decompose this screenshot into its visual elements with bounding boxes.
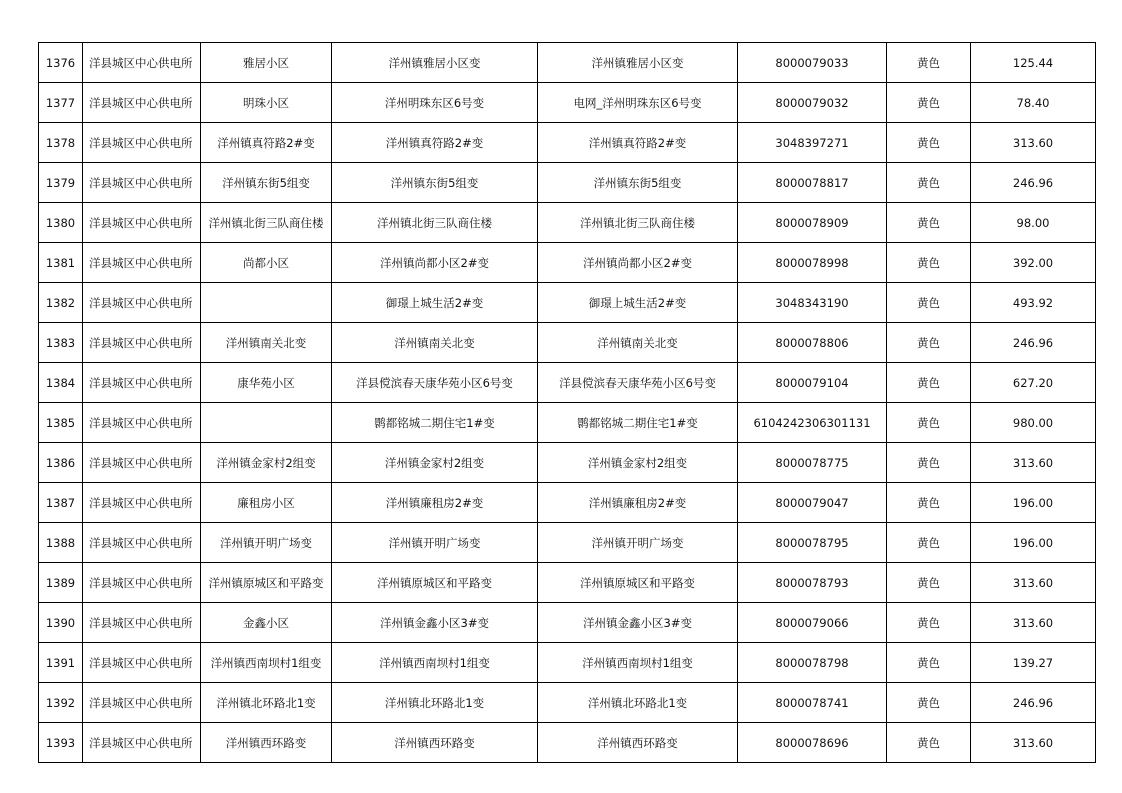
transformer-cell: 洋州镇真符路2#变 — [332, 123, 538, 163]
line-cell: 洋县傥滨春天康华苑小区6号变 — [538, 363, 738, 403]
amount-cell: 246.96 — [971, 323, 1096, 363]
area-cell: 洋州镇真符路2#变 — [201, 123, 332, 163]
color-cell: 黄色 — [887, 43, 971, 83]
amount-cell: 125.44 — [971, 43, 1096, 83]
row-number-cell: 1377 — [39, 83, 83, 123]
transformer-cell: 洋州镇北街三队商住楼 — [332, 203, 538, 243]
unit-cell: 洋县城区中心供电所 — [83, 603, 201, 643]
account-cell: 8000079047 — [738, 483, 887, 523]
color-cell: 黄色 — [887, 683, 971, 723]
table-row — [39, 483, 1096, 523]
row-number-cell: 1387 — [39, 483, 83, 523]
table-row — [39, 683, 1096, 723]
area-cell: 洋州镇开明广场变 — [201, 523, 332, 563]
account-cell: 8000078909 — [738, 203, 887, 243]
unit-cell: 洋县城区中心供电所 — [83, 523, 201, 563]
unit-cell: 洋县城区中心供电所 — [83, 203, 201, 243]
area-cell: 洋州镇南关北变 — [201, 323, 332, 363]
amount-cell: 392.00 — [971, 243, 1096, 283]
transformer-cell: 洋州镇东街5组变 — [332, 163, 538, 203]
transformer-cell: 洋州镇廉租房2#变 — [332, 483, 538, 523]
account-cell: 3048343190 — [738, 283, 887, 323]
unit-cell: 洋县城区中心供电所 — [83, 243, 201, 283]
color-cell: 黄色 — [887, 163, 971, 203]
amount-cell: 313.60 — [971, 123, 1096, 163]
table-row — [39, 363, 1096, 403]
line-cell: 洋州镇金鑫小区3#变 — [538, 603, 738, 643]
unit-cell: 洋县城区中心供电所 — [83, 483, 201, 523]
line-cell: 洋州镇原城区和平路变 — [538, 563, 738, 603]
line-cell: 洋州镇金家村2组变 — [538, 443, 738, 483]
unit-cell: 洋县城区中心供电所 — [83, 363, 201, 403]
amount-cell: 98.00 — [971, 203, 1096, 243]
table-row — [39, 563, 1096, 603]
area-cell: 洋州镇西南坝村1组变 — [201, 643, 332, 683]
unit-cell: 洋县城区中心供电所 — [83, 323, 201, 363]
color-cell: 黄色 — [887, 363, 971, 403]
table-row — [39, 723, 1096, 763]
transformer-cell: 洋州镇南关北变 — [332, 323, 538, 363]
color-cell: 黄色 — [887, 643, 971, 683]
account-cell: 3048397271 — [738, 123, 887, 163]
area-cell: 洋州镇东街5组变 — [201, 163, 332, 203]
area-cell: 康华苑小区 — [201, 363, 332, 403]
row-number-cell: 1386 — [39, 443, 83, 483]
unit-cell: 洋县城区中心供电所 — [83, 83, 201, 123]
transformer-cell: 洋州镇原城区和平路变 — [332, 563, 538, 603]
unit-cell: 洋县城区中心供电所 — [83, 123, 201, 163]
table-row — [39, 163, 1096, 203]
amount-cell: 246.96 — [971, 683, 1096, 723]
data-table — [38, 42, 1096, 763]
table-row — [39, 83, 1096, 123]
row-number-cell: 1378 — [39, 123, 83, 163]
account-cell: 8000078696 — [738, 723, 887, 763]
amount-cell: 196.00 — [971, 483, 1096, 523]
amount-cell: 196.00 — [971, 523, 1096, 563]
row-number-cell: 1379 — [39, 163, 83, 203]
row-number-cell: 1385 — [39, 403, 83, 443]
unit-cell: 洋县城区中心供电所 — [83, 683, 201, 723]
line-cell: 洋州镇尚都小区2#变 — [538, 243, 738, 283]
account-cell: 8000078793 — [738, 563, 887, 603]
account-cell: 8000079032 — [738, 83, 887, 123]
line-cell: 洋州镇雅居小区变 — [538, 43, 738, 83]
area-cell: 洋州镇原城区和平路变 — [201, 563, 332, 603]
table-row — [39, 283, 1096, 323]
line-cell: 电网_洋州明珠东区6号变 — [538, 83, 738, 123]
amount-cell: 246.96 — [971, 163, 1096, 203]
account-cell: 6104242306301131 — [738, 403, 887, 443]
table-body — [39, 43, 1096, 763]
line-cell: 洋州镇东街5组变 — [538, 163, 738, 203]
unit-cell: 洋县城区中心供电所 — [83, 643, 201, 683]
color-cell: 黄色 — [887, 443, 971, 483]
row-number-cell: 1381 — [39, 243, 83, 283]
color-cell: 黄色 — [887, 323, 971, 363]
row-number-cell: 1393 — [39, 723, 83, 763]
color-cell: 黄色 — [887, 243, 971, 283]
amount-cell: 493.92 — [971, 283, 1096, 323]
line-cell: 洋州镇开明广场变 — [538, 523, 738, 563]
color-cell: 黄色 — [887, 403, 971, 443]
account-cell: 8000078798 — [738, 643, 887, 683]
area-cell: 洋州镇金家村2组变 — [201, 443, 332, 483]
area-cell: 雅居小区 — [201, 43, 332, 83]
transformer-cell: 洋县傥滨春天康华苑小区6号变 — [332, 363, 538, 403]
transformer-cell: 洋州镇西环路变 — [332, 723, 538, 763]
row-number-cell: 1383 — [39, 323, 83, 363]
area-cell: 廉租房小区 — [201, 483, 332, 523]
row-number-cell: 1382 — [39, 283, 83, 323]
row-number-cell: 1376 — [39, 43, 83, 83]
row-number-cell: 1390 — [39, 603, 83, 643]
color-cell: 黄色 — [887, 123, 971, 163]
transformer-cell: 洋州镇雅居小区变 — [332, 43, 538, 83]
line-cell: 鹮都铭城二期住宅1#变 — [538, 403, 738, 443]
account-cell: 8000078817 — [738, 163, 887, 203]
area-cell — [201, 283, 332, 323]
row-number-cell: 1384 — [39, 363, 83, 403]
account-cell: 8000078806 — [738, 323, 887, 363]
table-row — [39, 603, 1096, 643]
transformer-cell: 洋州明珠东区6号变 — [332, 83, 538, 123]
row-number-cell: 1388 — [39, 523, 83, 563]
unit-cell: 洋县城区中心供电所 — [83, 563, 201, 603]
account-cell: 8000079066 — [738, 603, 887, 643]
color-cell: 黄色 — [887, 523, 971, 563]
account-cell: 8000078775 — [738, 443, 887, 483]
area-cell: 洋州镇北街三队商住楼 — [201, 203, 332, 243]
line-cell: 洋州镇西环路变 — [538, 723, 738, 763]
area-cell: 洋州镇北环路北1变 — [201, 683, 332, 723]
transformer-cell: 洋州镇金鑫小区3#变 — [332, 603, 538, 643]
unit-cell: 洋县城区中心供电所 — [83, 283, 201, 323]
table-row — [39, 203, 1096, 243]
row-number-cell: 1391 — [39, 643, 83, 683]
table-row — [39, 243, 1096, 283]
unit-cell: 洋县城区中心供电所 — [83, 163, 201, 203]
table-row — [39, 403, 1096, 443]
table-row — [39, 123, 1096, 163]
row-number-cell: 1389 — [39, 563, 83, 603]
area-cell: 洋州镇西环路变 — [201, 723, 332, 763]
line-cell: 洋州镇北街三队商住楼 — [538, 203, 738, 243]
table-row — [39, 523, 1096, 563]
account-cell: 8000078741 — [738, 683, 887, 723]
area-cell — [201, 403, 332, 443]
unit-cell: 洋县城区中心供电所 — [83, 443, 201, 483]
amount-cell: 313.60 — [971, 723, 1096, 763]
table-row — [39, 43, 1096, 83]
account-cell: 8000079033 — [738, 43, 887, 83]
transformer-cell: 洋州镇尚都小区2#变 — [332, 243, 538, 283]
account-cell: 8000078795 — [738, 523, 887, 563]
color-cell: 黄色 — [887, 283, 971, 323]
transformer-cell: 洋州镇金家村2组变 — [332, 443, 538, 483]
transformer-cell: 洋州镇西南坝村1组变 — [332, 643, 538, 683]
unit-cell: 洋县城区中心供电所 — [83, 43, 201, 83]
line-cell: 洋州镇西南坝村1组变 — [538, 643, 738, 683]
amount-cell: 313.60 — [971, 563, 1096, 603]
account-cell: 8000078998 — [738, 243, 887, 283]
color-cell: 黄色 — [887, 563, 971, 603]
line-cell: 洋州镇南关北变 — [538, 323, 738, 363]
area-cell: 尚都小区 — [201, 243, 332, 283]
line-cell: 洋州镇真符路2#变 — [538, 123, 738, 163]
color-cell: 黄色 — [887, 83, 971, 123]
unit-cell: 洋县城区中心供电所 — [83, 723, 201, 763]
color-cell: 黄色 — [887, 483, 971, 523]
transformer-cell: 洋州镇开明广场变 — [332, 523, 538, 563]
line-cell: 洋州镇北环路北1变 — [538, 683, 738, 723]
amount-cell: 980.00 — [971, 403, 1096, 443]
row-number-cell: 1380 — [39, 203, 83, 243]
line-cell: 御璟上城生活2#变 — [538, 283, 738, 323]
transformer-cell: 御璟上城生活2#变 — [332, 283, 538, 323]
amount-cell: 313.60 — [971, 443, 1096, 483]
amount-cell: 78.40 — [971, 83, 1096, 123]
table-row — [39, 643, 1096, 683]
area-cell: 金鑫小区 — [201, 603, 332, 643]
line-cell: 洋州镇廉租房2#变 — [538, 483, 738, 523]
transformer-cell: 洋州镇北环路北1变 — [332, 683, 538, 723]
color-cell: 黄色 — [887, 603, 971, 643]
area-cell: 明珠小区 — [201, 83, 332, 123]
table-row — [39, 443, 1096, 483]
table-row — [39, 323, 1096, 363]
amount-cell: 139.27 — [971, 643, 1096, 683]
amount-cell: 627.20 — [971, 363, 1096, 403]
unit-cell: 洋县城区中心供电所 — [83, 403, 201, 443]
amount-cell: 313.60 — [971, 603, 1096, 643]
color-cell: 黄色 — [887, 723, 971, 763]
color-cell: 黄色 — [887, 203, 971, 243]
transformer-cell: 鹮都铭城二期住宅1#变 — [332, 403, 538, 443]
account-cell: 8000079104 — [738, 363, 887, 403]
row-number-cell: 1392 — [39, 683, 83, 723]
